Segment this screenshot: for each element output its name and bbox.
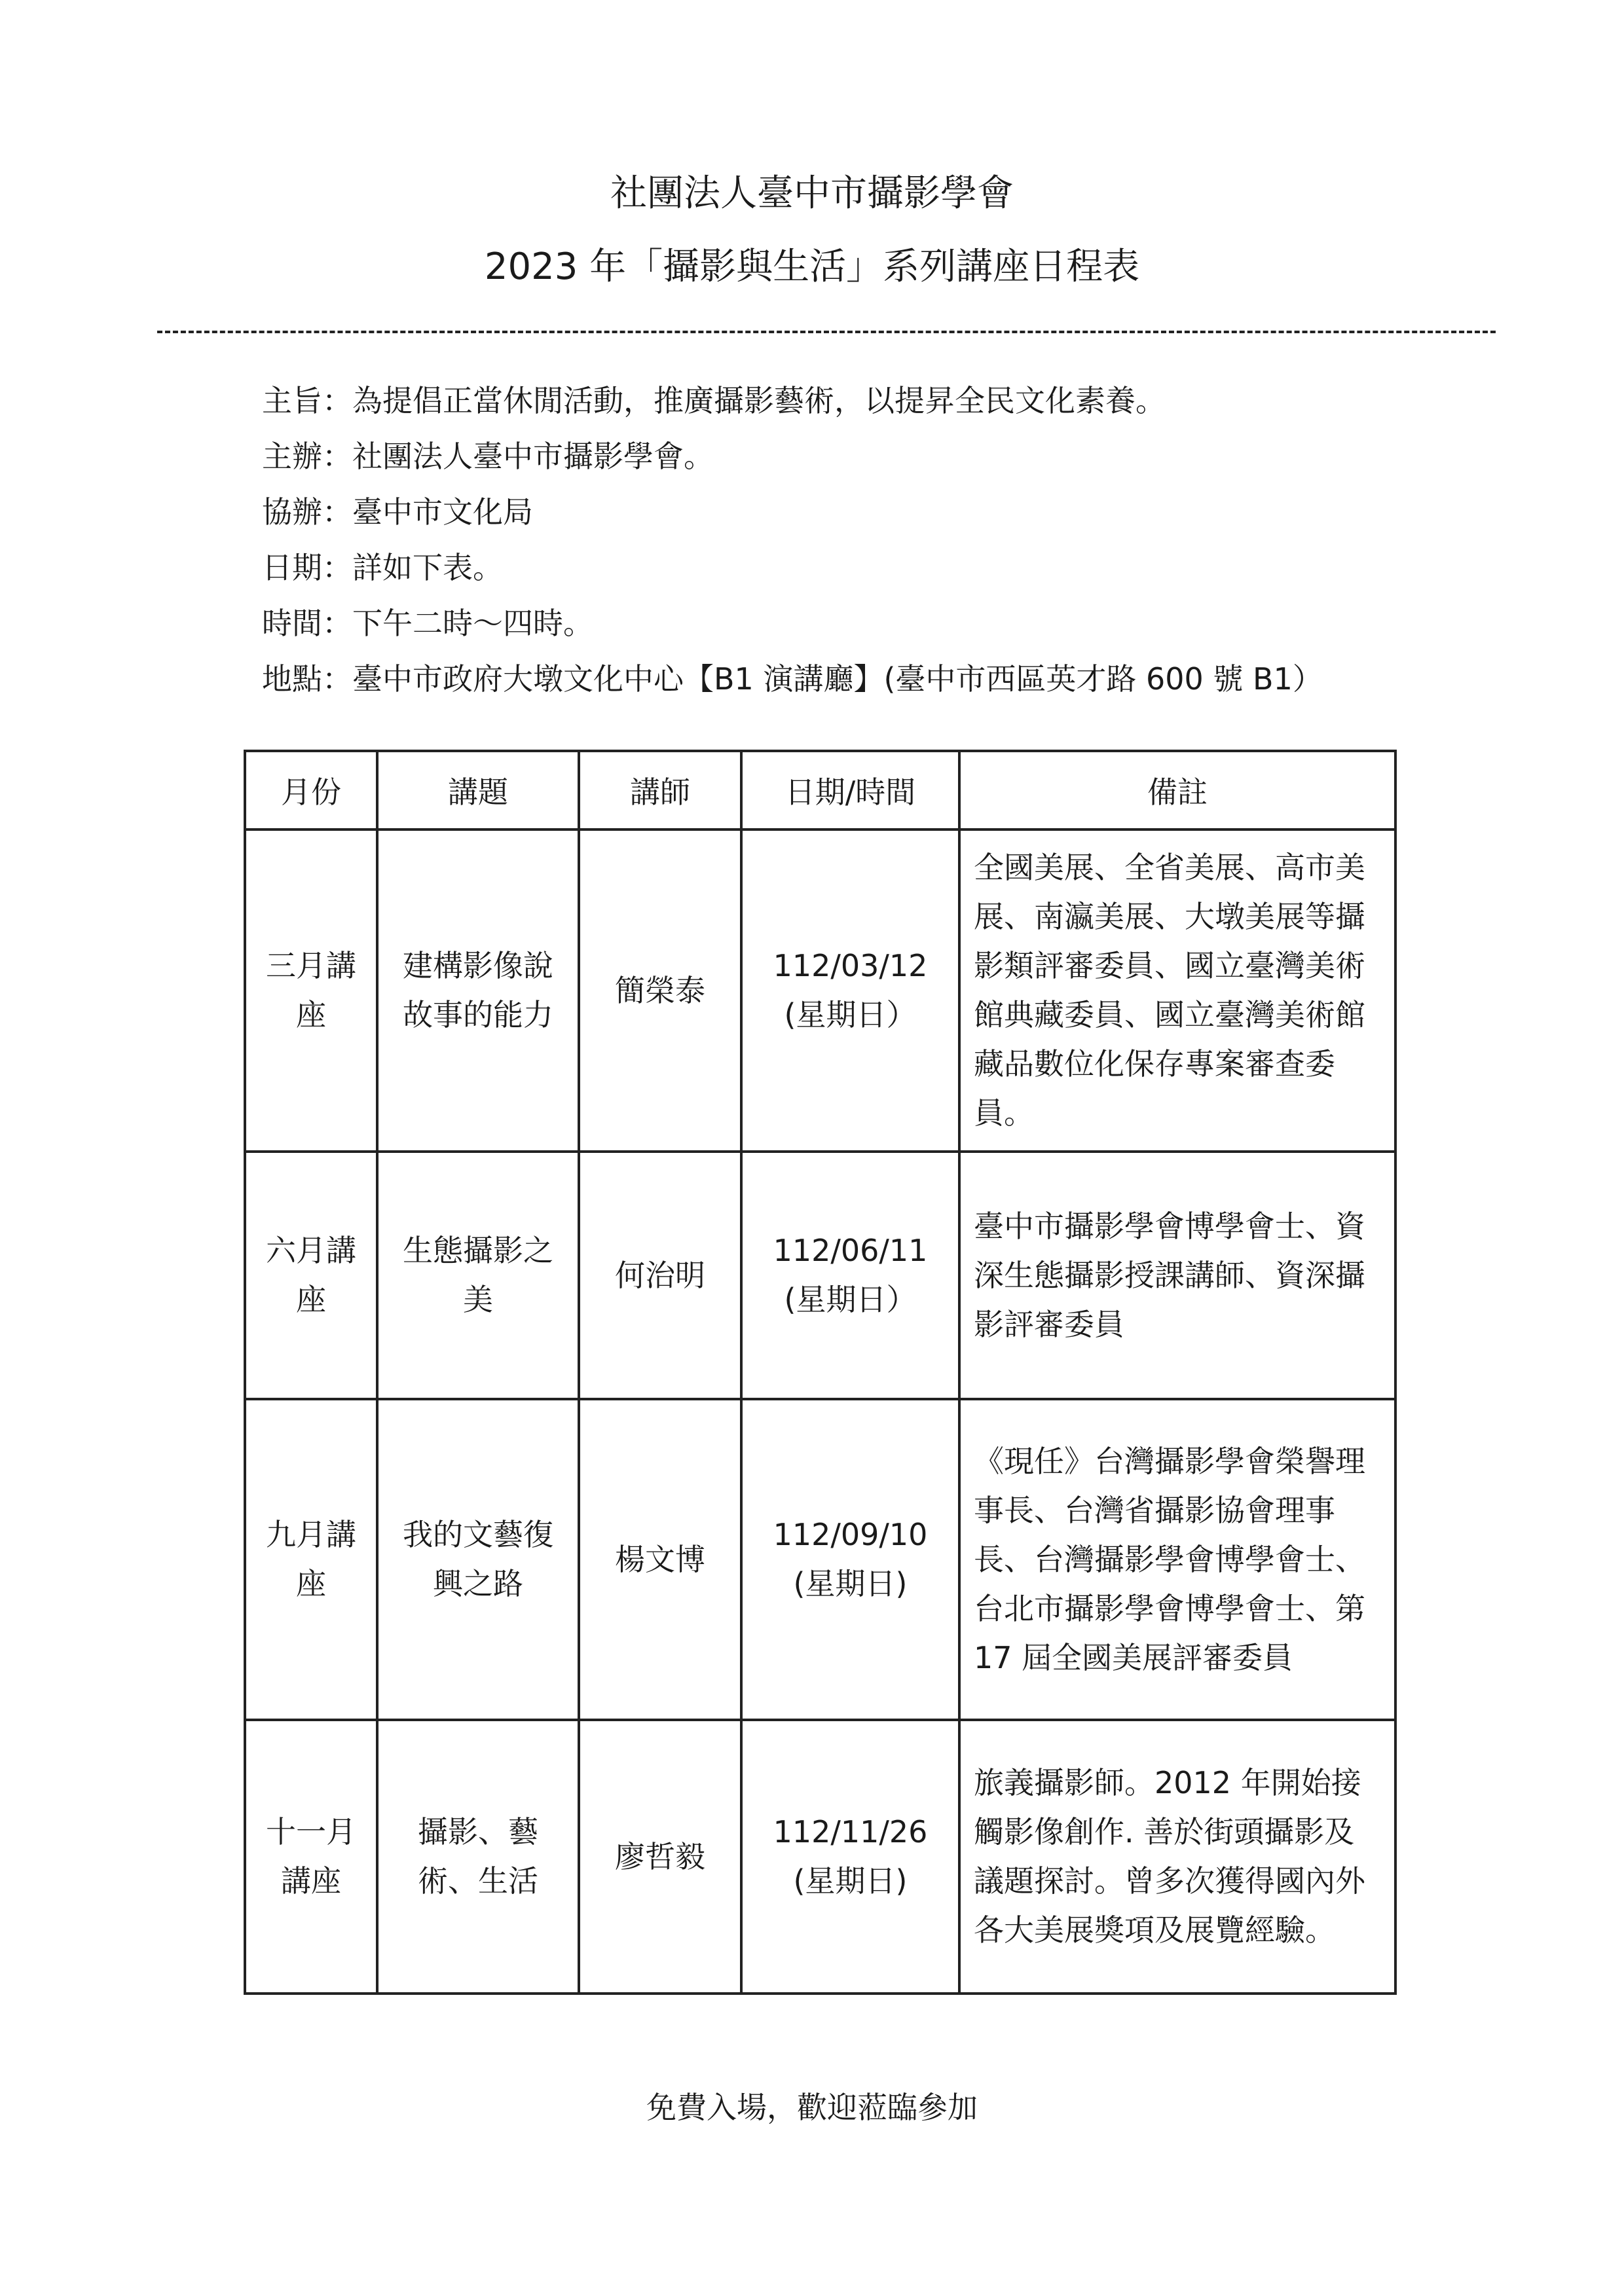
topic-cell: 生態攝影之美 <box>377 1152 579 1399</box>
note-cell: 旅義攝影師。2012 年開始接觸影像創作. 善於街頭攝影及議題探討。曾多次獲得國內外各大美展獎項及展覽經驗。 <box>959 1720 1395 1994</box>
info-date <box>262 548 1323 604</box>
date-text: 112/09/10 <box>773 1517 928 1552</box>
header-topic: 講題 <box>377 751 579 829</box>
topic-cell: 攝影、藝術、生活 <box>377 1720 579 1994</box>
event-info <box>262 381 1323 715</box>
header-datetime: 日期/時間 <box>741 751 959 829</box>
header-lecturer: 講師 <box>579 751 741 829</box>
header-note: 備註 <box>959 751 1395 829</box>
info-value: 下午二時～四時。 <box>352 606 593 641</box>
info-label: 主辦： <box>262 439 352 474</box>
lecturer-cell: 楊文博 <box>579 1399 741 1720</box>
table-row <box>245 1720 1395 1994</box>
info-value: 詳如下表。 <box>352 550 503 585</box>
info-organizer <box>262 437 1323 492</box>
datetime-cell <box>741 829 959 1152</box>
info-purpose <box>262 381 1323 437</box>
lecturer-cell: 廖哲毅 <box>579 1720 741 1994</box>
note-cell: 全國美展、全省美展、高市美展、南瀛美展、大墩美展等攝影類評審委員、國立臺灣美術館典藏委員、國立臺灣美術館藏品數位化保存專案審查委員。 <box>959 829 1395 1152</box>
footer-note: 免費入場，歡迎蒞臨參加 <box>646 2090 978 2125</box>
dashed-divider <box>157 331 1496 333</box>
table-header-row <box>245 751 1395 829</box>
month-cell: 六月講座 <box>245 1152 377 1399</box>
weekday-text: (星期日） <box>784 997 917 1032</box>
document-subtitle: 2023 年「攝影與生活」系列講座日程表 <box>484 246 1140 288</box>
info-label: 主旨： <box>262 383 352 418</box>
info-label: 時間： <box>262 606 352 641</box>
datetime-cell <box>741 1399 959 1720</box>
table-row <box>245 1152 1395 1399</box>
table-row <box>245 1399 1395 1720</box>
date-text: 112/06/11 <box>773 1233 928 1268</box>
header-month: 月份 <box>245 751 377 829</box>
info-location <box>262 659 1323 715</box>
month-cell: 九月講座 <box>245 1399 377 1720</box>
info-time <box>262 604 1323 659</box>
month-cell: 三月講座 <box>245 829 377 1152</box>
date-text: 112/11/26 <box>773 1814 928 1850</box>
info-label: 地點： <box>262 661 352 697</box>
lecturer-cell: 簡榮泰 <box>579 829 741 1152</box>
info-label: 日期： <box>262 550 352 585</box>
date-text: 112/03/12 <box>773 948 928 983</box>
info-label: 協辦： <box>262 494 352 530</box>
month-cell: 十一月講座 <box>245 1720 377 1994</box>
info-value: 臺中市文化局 <box>352 494 533 530</box>
info-value: 臺中市政府大墩文化中心【B1 演講廳】(臺中市西區英才路 600 號 B1） <box>352 661 1323 697</box>
info-value: 社團法人臺中市攝影學會。 <box>352 439 714 474</box>
note-cell: 臺中市攝影學會博學會士、資深生態攝影授課講師、資深攝影評審委員 <box>959 1152 1395 1399</box>
weekday-text: (星期日) <box>793 1863 908 1899</box>
lecturer-cell: 何治明 <box>579 1152 741 1399</box>
topic-cell: 建構影像說故事的能力 <box>377 829 579 1152</box>
datetime-cell <box>741 1720 959 1994</box>
topic-cell: 我的文藝復興之路 <box>377 1399 579 1720</box>
weekday-text: (星期日） <box>784 1282 917 1317</box>
datetime-cell <box>741 1152 959 1399</box>
info-co-organizer <box>262 492 1323 548</box>
table-row <box>245 829 1395 1152</box>
document-title: 社團法人臺中市攝影學會 <box>610 172 1014 215</box>
info-value: 為提倡正當休閒活動，推廣攝影藝術，以提昇全民文化素養。 <box>352 383 1166 418</box>
schedule-table <box>244 750 1397 1995</box>
weekday-text: (星期日) <box>793 1566 908 1601</box>
note-cell: 《現任》台灣攝影學會榮譽理事長、台灣省攝影協會理事長、台灣攝影學會博學會士、台北市攝影學會博學會士、第 17 屆全國美展評審委員 <box>959 1399 1395 1720</box>
